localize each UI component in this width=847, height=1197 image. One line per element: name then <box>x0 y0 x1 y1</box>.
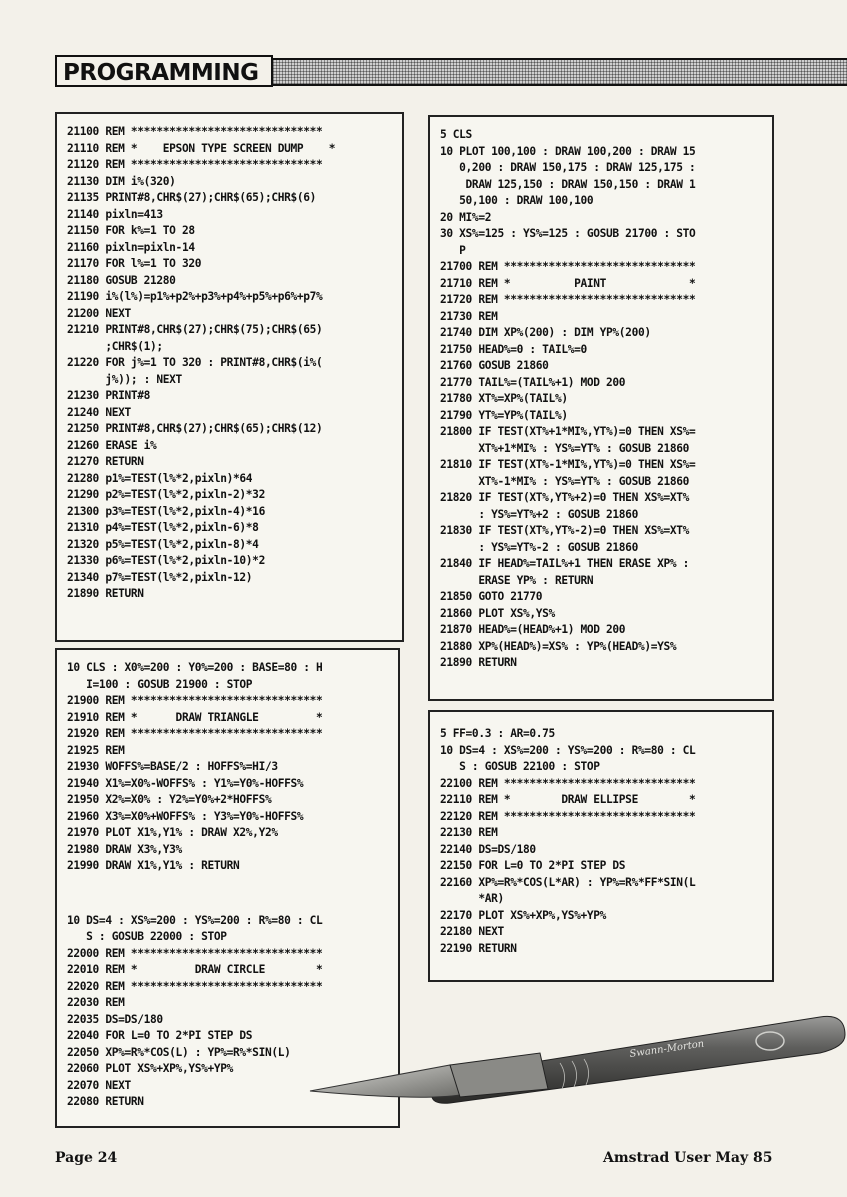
screen-dump-listing <box>55 112 404 642</box>
code-block <box>67 124 394 603</box>
code-line: : YS%=YT%+2 : GOSUB 21860 <box>440 507 638 521</box>
code-line: 21840 IF HEAD%=TAIL%+1 THEN ERASE XP% : <box>440 557 690 570</box>
code-line: 22160 XP%=R%*COS(L*AR) : YP%=R%*FF*SIN(L <box>440 875 696 889</box>
scalpel-engraving: Swann-Morton <box>628 1038 705 1060</box>
code-line: 22040 FOR L=0 TO 2*PI STEP DS <box>67 1029 253 1042</box>
code-line: 21200 NEXT <box>67 306 131 320</box>
code-line: 21750 HEAD%=0 : TAIL%=0 <box>440 342 587 356</box>
code-line: 21860 PLOT XS%,YS% <box>440 606 555 620</box>
paint-code-block <box>440 127 764 672</box>
code-line: 21800 IF TEST(XT%+1*MI%,YT%)=0 THEN XS%= <box>440 425 696 438</box>
code-line: 21700 REM ****************************** <box>440 260 696 273</box>
code-line: 21790 YT%=YP%(TAIL%) <box>440 408 568 422</box>
code-line: 21240 NEXT <box>67 405 131 419</box>
code-line: ;CHR$(1); <box>67 339 163 353</box>
code-line: 21980 DRAW X3%,Y3% <box>67 842 182 856</box>
magazine-credit: Amstrad User May 85 <box>603 1150 773 1166</box>
code-line: 21190 i%(l%)=p1%+p2%+p3%+p4%+p5%+p6%+p7% <box>67 290 323 303</box>
code-line: 22190 RETURN <box>440 941 517 955</box>
code-line: 22120 REM ****************************** <box>440 809 696 823</box>
code-line: 10 CLS : X0%=200 : Y0%=200 : BASE=80 : H <box>67 661 323 674</box>
code-line: S : GOSUB 22000 : STOP <box>67 930 227 943</box>
code-line: 21300 p3%=TEST(l%*2,pixln-4)*16 <box>67 504 265 518</box>
code-gap <box>67 875 390 913</box>
code-line: 21990 DRAW X1%,Y1% : RETURN <box>67 859 240 872</box>
code-line: 22000 REM ****************************** <box>67 946 323 960</box>
code-line: 22070 NEXT <box>67 1078 131 1092</box>
code-line: 21730 REM <box>440 309 498 323</box>
code-line: 21820 IF TEST(XT%,YT%+2)=0 THEN XS%=XT% <box>440 491 690 504</box>
code-line: 21230 PRINT#8 <box>67 389 151 402</box>
code-line: 21330 p6%=TEST(l%*2,pixln-10)*2 <box>67 554 265 567</box>
code-line: 10 PLOT 100,100 : DRAW 100,200 : DRAW 15 <box>440 144 696 158</box>
code-line: 21220 FOR j%=1 TO 320 : PRINT#8,CHR$(i%( <box>67 356 323 369</box>
code-line: 21880 XP%(HEAD%)=XS% : YP%(HEAD%)=YS% <box>440 639 677 653</box>
scalpel-blade <box>310 1065 460 1097</box>
code-line: 22100 REM ****************************** <box>440 776 696 790</box>
code-line: 21710 REM * PAINT * <box>440 276 696 290</box>
page-number: Page 24 <box>55 1150 118 1166</box>
code-line: 21870 HEAD%=(HEAD%+1) MOD 200 <box>440 623 626 636</box>
code-line: 21930 WOFFS%=BASE/2 : HOFFS%=HI/3 <box>67 760 278 773</box>
code-line: 21320 p5%=TEST(l%*2,pixln-8)*4 <box>67 537 259 551</box>
code-line: 5 FF=0.3 : AR=0.75 <box>440 727 555 740</box>
code-line: 22150 FOR L=0 TO 2*PI STEP DS <box>440 859 626 872</box>
code-line: 21310 p4%=TEST(l%*2,pixln-6)*8 <box>67 521 259 534</box>
code-line: 22110 REM * DRAW ELLIPSE * <box>440 793 696 806</box>
code-line: 21740 DIM XP%(200) : DIM YP%(200) <box>440 326 651 339</box>
code-line: 20 MI%=2 <box>440 210 492 224</box>
code-line: 21890 RETURN <box>67 587 144 600</box>
code-line: 50,100 : DRAW 100,100 <box>440 194 594 207</box>
code-line: 22060 PLOT XS%+XP%,YS%+YP% <box>67 1062 234 1075</box>
code-line: 22050 XP%=R%*COS(L) : YP%=R%*SIN(L) <box>67 1045 291 1059</box>
code-line: 21910 REM * DRAW TRIANGLE * <box>67 710 323 724</box>
code-line: 21150 FOR k%=1 TO 28 <box>67 224 195 237</box>
code-line: 21760 GOSUB 21860 <box>440 359 549 372</box>
code-line: 10 DS=4 : XS%=200 : YS%=200 : R%=80 : CL <box>440 743 696 757</box>
code-line: 21925 REM <box>67 743 125 757</box>
code-line: 5 CLS <box>440 128 472 141</box>
code-line: 21720 REM ****************************** <box>440 293 696 306</box>
code-line: 21130 DIM i%(320) <box>67 174 176 188</box>
code-line: 21110 REM * EPSON TYPE SCREEN DUMP * <box>67 141 336 155</box>
header-pattern-bar <box>273 58 847 86</box>
code-line: 21890 RETURN <box>440 656 517 669</box>
code-line: 22035 DS=DS/180 <box>67 1012 163 1026</box>
code-line: *AR) <box>440 892 504 905</box>
ellipse-code-block <box>440 726 764 957</box>
code-line: 22030 REM <box>67 996 125 1009</box>
code-line: 21940 X1%=X0%-WOFFS% : Y1%=Y0%-HOFFS% <box>67 776 304 790</box>
code-line: 21960 X3%=X0%+WOFFS% : Y3%=Y0%-HOFFS% <box>67 809 304 823</box>
code-line: 21170 FOR l%=1 TO 320 <box>67 257 202 270</box>
code-line: 21120 REM ****************************** <box>67 158 323 171</box>
code-line: 21970 PLOT X1%,Y1% : DRAW X2%,Y2% <box>67 826 278 839</box>
code-line: XT%-1*MI% : YS%=YT% : GOSUB 21860 <box>440 474 690 488</box>
code-line: 21290 p2%=TEST(l%*2,pixln-2)*32 <box>67 488 265 501</box>
code-line: 21250 PRINT#8,CHR$(27);CHR$(65);CHR$(12) <box>67 422 323 435</box>
code-line: 21920 REM ****************************** <box>67 727 323 740</box>
code-line: 21210 PRINT#8,CHR$(27);CHR$(75);CHR$(65) <box>67 323 323 336</box>
code-line: 22010 REM * DRAW CIRCLE * <box>67 963 323 976</box>
scalpel-illustration <box>300 1005 847 1105</box>
code-line: 21830 IF TEST(XT%,YT%-2)=0 THEN XS%=XT% <box>440 524 690 537</box>
code-line: DRAW 125,150 : DRAW 150,150 : DRAW 1 <box>440 177 696 191</box>
triangle-code-block <box>67 660 390 875</box>
code-line: 21280 p1%=TEST(l%*2,pixln)*64 <box>67 471 253 485</box>
code-line: 21270 RETURN <box>67 455 144 468</box>
paint-listing <box>428 115 774 701</box>
code-line: : YS%=YT%-2 : GOSUB 21860 <box>440 540 638 554</box>
code-line: ERASE YP% : RETURN <box>440 573 594 587</box>
code-line: I=100 : GOSUB 21900 : STOP <box>67 677 253 691</box>
code-line: 22080 RETURN <box>67 1095 144 1108</box>
code-line: 21100 REM ****************************** <box>67 125 323 138</box>
code-line: 21950 X2%=X0% : Y2%=Y0%+2*HOFFS% <box>67 793 272 806</box>
ellipse-listing <box>428 710 774 982</box>
code-line: 21135 PRINT#8,CHR$(27);CHR$(65);CHR$(6) <box>67 191 317 204</box>
code-line: 0,200 : DRAW 150,175 : DRAW 125,175 : <box>440 161 696 174</box>
section-label: PROGRAMMING <box>55 55 273 87</box>
code-line: 21810 IF TEST(XT%-1*MI%,YT%)=0 THEN XS%= <box>440 458 696 471</box>
code-line: 21180 GOSUB 21280 <box>67 273 176 287</box>
code-line: 22170 PLOT XS%+XP%,YS%+YP% <box>440 908 607 922</box>
code-line: XT%+1*MI% : YS%=YT% : GOSUB 21860 <box>440 441 690 455</box>
section-header <box>55 55 847 89</box>
code-line: 21900 REM ****************************** <box>67 694 323 707</box>
code-line: P <box>440 243 466 257</box>
code-line: 21260 ERASE i% <box>67 438 157 452</box>
code-line: 21160 pixln=pixln-14 <box>67 240 195 254</box>
code-line: 22180 NEXT <box>440 925 504 938</box>
code-line: 21850 GOTO 21770 <box>440 590 543 603</box>
code-line: j%)); : NEXT <box>67 372 182 386</box>
code-line: 21340 p7%=TEST(l%*2,pixln-12) <box>67 570 253 584</box>
code-line: 10 DS=4 : XS%=200 : YS%=200 : R%=80 : CL <box>67 913 323 927</box>
code-line: S : GOSUB 22100 : STOP <box>440 760 600 773</box>
code-line: 22020 REM ****************************** <box>67 979 323 993</box>
code-line: 21140 pixln=413 <box>67 207 163 221</box>
code-line: 22140 DS=DS/180 <box>440 842 536 856</box>
code-line: 22130 REM <box>440 826 498 839</box>
code-line: 21770 TAIL%=(TAIL%+1) MOD 200 <box>440 375 626 389</box>
code-line: 30 XS%=125 : YS%=125 : GOSUB 21700 : STO <box>440 227 696 240</box>
code-line: 21780 XT%=XP%(TAIL%) <box>440 392 568 405</box>
